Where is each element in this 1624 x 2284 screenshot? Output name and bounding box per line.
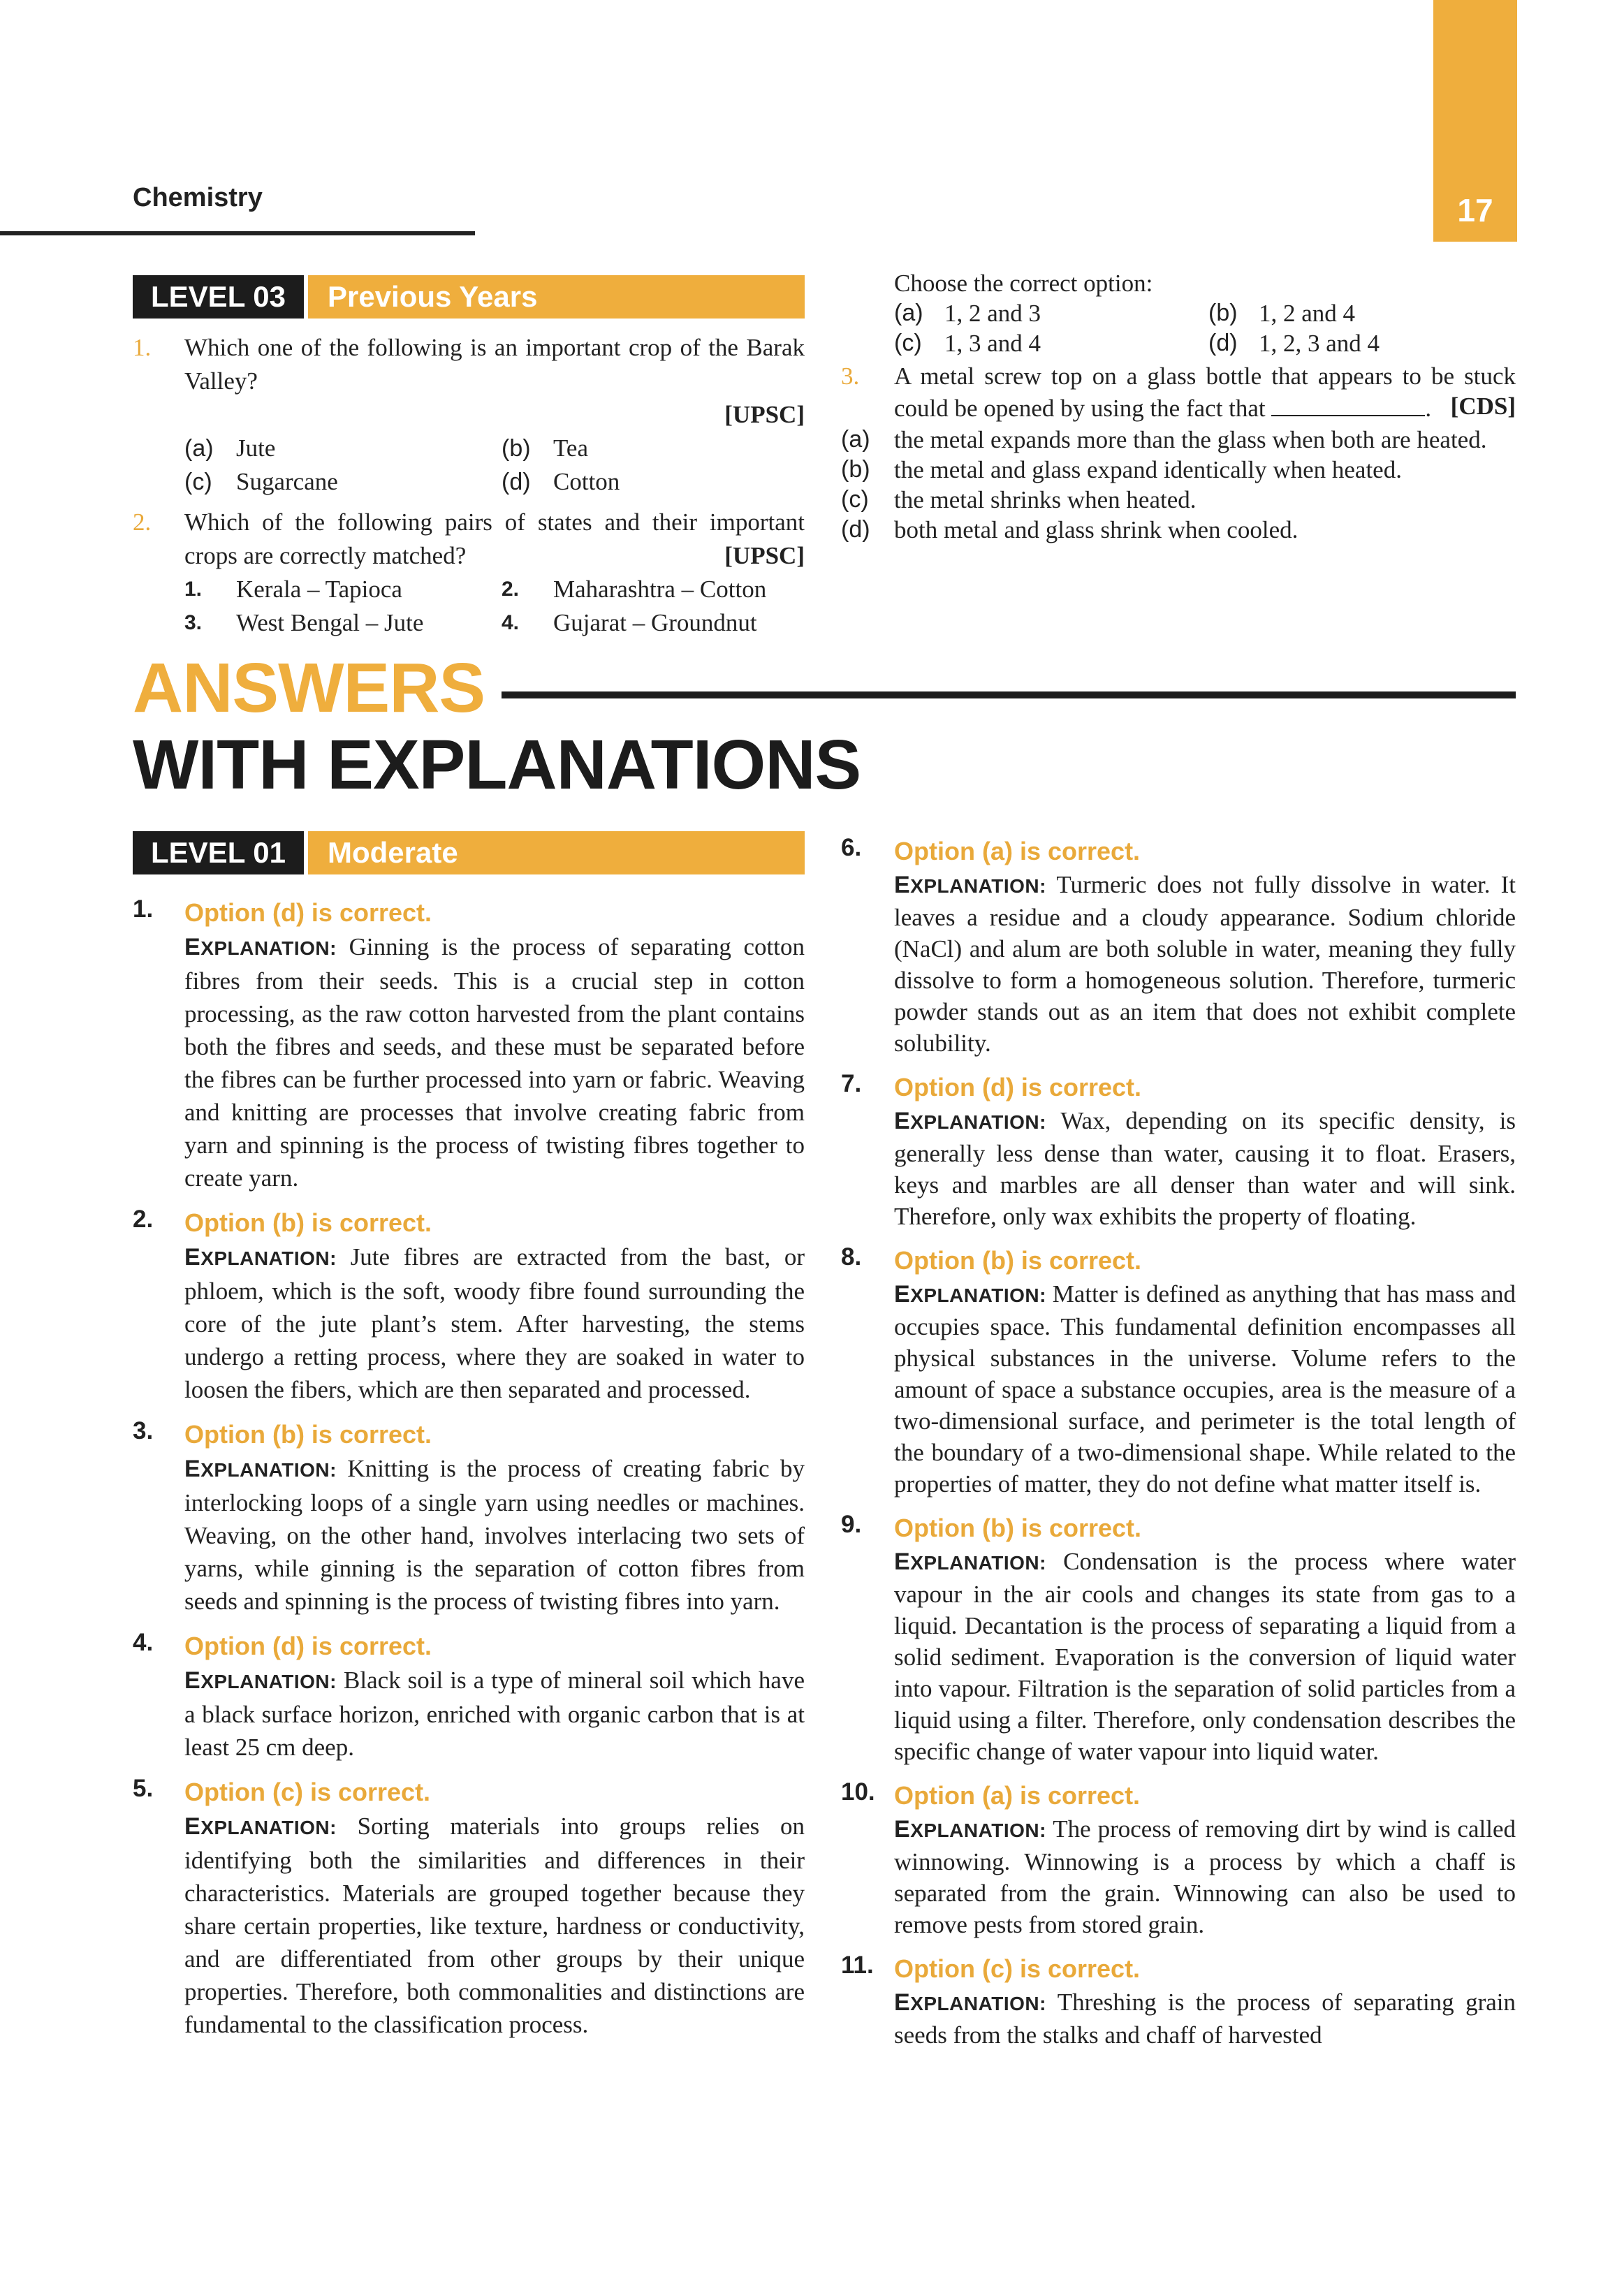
answer-blank [1271,391,1425,416]
option-d: (d) 1, 2, 3 and 4 [1208,330,1380,357]
option-c: (c) Sugarcane [184,468,338,495]
explanation-label: EXPLANATION: [894,1281,1046,1308]
question-source: [UPSC] [724,542,805,569]
option-c: (c) 1, 3 and 4 [894,330,1041,357]
explanation-text: Ginning is the process of separating cotton fibres from their seeds. This is a crucial step in cotton processing, as the raw cotton harvested from the plant contains both the fibres and seeds, and these must be separated before the fibres can be further processed into yarn or fabric. Weaving and knitting are processes that involve creating fabric from yarn and spinning is the process of twisting fibres together to create yarn. [184,933,805,1192]
explanation-text: Jute fibres are extracted from the bast, or phloem, which is the soft, woody fibre found surrounding the core of the jute plant’s stem. After harvesting, the stems undergo a retting process, where they are soaked in water to loosen the fibers, which are then separated and processed. [184,1243,805,1403]
explanation-text: The process of removing dirt by wind is called winnowing. Winnowing is a process by which a chaff is separated from the grain. Winnowing can also be used to remove pests from stored grain. [894,1815,1516,1938]
explanation-label: EXPLANATION: [894,1989,1046,2016]
page-number-tab [1433,0,1517,242]
answer-option: Option (a) is correct. [894,837,1141,865]
answer-item [133,895,805,1194]
explanation-label: EXPLANATION: [894,872,1046,898]
explanation-label: EXPLANATION: [184,1813,337,1840]
page-number: 17 [1457,192,1493,228]
option-d: (d) both metal and glass shrink when cooled. [841,516,1299,543]
answer-item [133,1629,805,1764]
explanation-text: Matter is defined as anything that has mass and occupies space. This fundamental definition encompasses all physical substances in the universe. Volume refers to the amount of space a substance occupies, area is the measure of a two-dimensional surface, and perimeter is the total length of the boundary of a two-dimensional shape. While related to the properties of matter, they do not define what matter itself is. [894,1280,1516,1498]
explanation-text: Condensation is the process where water vapour in the air cools and changes its state from gas to a liquid. Decantation is the process of separating a liquid from a solid sediment. Evaporation is the conversion of liquid water into vapour. Filtration is the separation of solid particles from a liquid using a filter. Therefore, only condensation describes the specific change of water vapour into liquid water. [894,1548,1516,1765]
option-b: (b) 1, 2 and 4 [1208,300,1356,327]
question-number: 2. [133,508,152,536]
answer-option: Option (b) is correct. [184,1420,432,1449]
answers-heading-line1: ANSWERS [133,649,485,727]
level01-label: LEVEL 01 [133,831,304,874]
answer-item [133,1775,805,2041]
question-3: 3. A metal screw top on a glass bottle that appears to be stuck could be opened by using the fact that . [CDS] [841,363,1516,422]
level01-title: Moderate [308,831,805,874]
answer-item [133,1206,805,1406]
option-a: (a) the metal expands more than the glass when both are heated. [841,426,1487,453]
question-1-options [184,432,805,499]
option-a: (a) 1, 2 and 3 [894,300,1041,327]
explanation-label: EXPLANATION: [184,1456,337,1482]
explanation-text: Knitting is the process of creating fabric by interlocking loops of a single yarn using needles or machines. Weaving, on the other hand, involves interlacing two sets of yarns, while ginning is the separation of cotton fibres from seeds and spinning is the process of twisting fibres into yarn. [184,1455,805,1615]
statement-1: 1. Kerala – Tapioca [184,576,402,603]
level03-right-column [841,268,1516,545]
question-text: A metal screw top on a glass bottle that appears to be stuck could be opened by using the fact that [894,363,1516,422]
explanation-label: EXPLANATION: [894,1549,1046,1575]
answer-option: Option (d) is correct. [184,1632,432,1660]
explanation-text: Black soil is a type of mineral soil which have a black surface horizon, enriched with organic carbon that is at least 25 cm deep. [184,1667,805,1761]
answer-number: 6. [841,834,862,861]
question-source: [CDS] [1450,393,1516,420]
answer-number: 4. [133,1629,154,1656]
answer-number: 3. [133,1417,154,1444]
answers-heading-line2: WITH EXPLANATIONS [133,726,861,804]
answers-heading-rule [502,691,1516,698]
explanation-label: EXPLANATION: [894,1816,1046,1843]
answer-option: Option (c) is correct. [184,1778,431,1806]
answer-number: 1. [133,895,154,923]
explanation-text: Threshing is the process of separating grain seeds from the stalks and chaff of harvested [894,1989,1516,2049]
explanation-text: Sorting materials into groups relies on identifying both the similarities and differences in their characteristics. Materials are grouped together because they share certain properties, like texture, hardness or conductivity, and are differentiated from other groups by their unique properties. Therefore, both commonalities and distinctions are fundamental to the classification process. [184,1813,805,2038]
answer-item [841,1511,1516,1767]
answer-item [841,834,1516,1059]
level01-bar [133,831,805,874]
question-text: Which of the following pairs of states and their important crops are correctly matched? [184,508,805,569]
statement-2: 2. Maharashtra – Cotton [502,576,767,603]
header-rule [0,231,475,235]
statement-4: 4. Gujarat – Groundnut [502,609,757,636]
level03-bar [133,275,805,319]
explanation-label: EXPLANATION: [894,1108,1046,1134]
question-1 [133,331,805,499]
question-number: 1. [133,334,152,361]
answer-item [841,1070,1516,1232]
choose-option-block [841,268,1516,358]
choose-option-text: Choose the correct option: [894,270,1153,297]
answer-number: 9. [841,1511,862,1538]
answer-option: Option (d) is correct. [184,898,432,927]
answer-option: Option (b) is correct. [184,1208,432,1237]
answers-right-column [841,834,1516,2062]
question-2 [133,506,805,640]
statement-3: 3. West Bengal – Jute [184,609,424,636]
option-d: (d) Cotton [502,468,620,495]
option-c: (c) the metal shrinks when heated. [841,486,1197,513]
answer-option: Option (d) is correct. [894,1073,1142,1101]
answer-option: Option (b) is correct. [894,1514,1142,1542]
level03-label: LEVEL 03 [133,275,304,319]
explanation-label: EXPLANATION: [184,934,337,960]
answer-number: 2. [133,1206,154,1233]
explanation-label: EXPLANATION: [184,1244,337,1271]
answer-option: Option (c) is correct. [894,1954,1141,1983]
answer-number: 5. [133,1775,154,1802]
answer-item [133,1417,805,1618]
answer-number: 7. [841,1070,862,1097]
answer-number: 8. [841,1243,862,1271]
answer-number: 11. [841,1952,874,1979]
answer-number: 10. [841,1778,875,1806]
option-b: (b) Tea [502,434,589,462]
explanation-text: Wax, depending on its specific density, is generally less dense than water, causing it to float. Erasers, keys and marbles are all denser than water and will sink. Therefore, only wax exhibits the property of floating. [894,1107,1516,1230]
level03-title: Previous Years [308,275,805,319]
answer-option: Option (a) is correct. [894,1781,1141,1810]
option-b: (b) the metal and glass expand identically when heated. [841,456,1402,483]
option-a: (a) Jute [184,434,276,462]
question-text: Which one of the following is an important crop of the Barak Valley? [184,334,805,395]
question-3-options [841,425,1516,545]
answer-option: Option (b) is correct. [894,1246,1142,1275]
subject-title: Chemistry [133,183,263,212]
answer-item [841,1778,1516,1940]
explanation-label: EXPLANATION: [184,1667,337,1694]
answer-item [841,1243,1516,1500]
question-source: [UPSC] [724,401,805,428]
explanation-text: Turmeric does not fully dissolve in water. It leaves a residue and a cloudy appearance. Sodium chloride (NaCl) and alum are both soluble in water, meaning they fully dissolve to form a homogeneous solution. Therefore, turmeric powder stands out as an item that does not exhibit complete solubility. [894,871,1516,1057]
question-number: 3. [841,363,860,390]
level03-left-column [133,331,805,645]
answers-left-column [133,895,805,2052]
question-2-statements [184,573,805,640]
question-2-options [894,298,1516,358]
answer-item [841,1952,1516,2051]
